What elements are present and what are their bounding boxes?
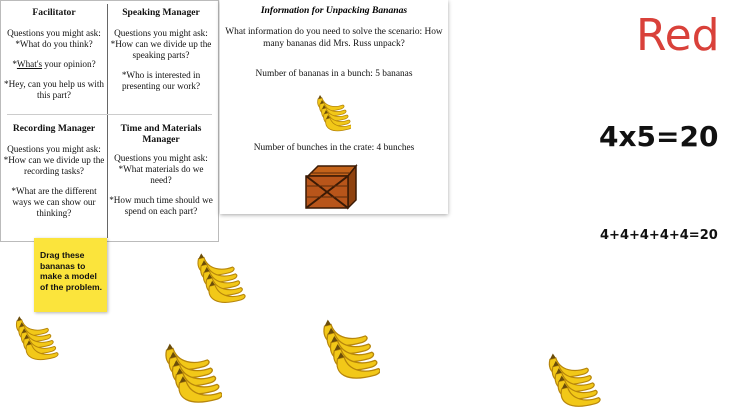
- scenario-question: What information do you need to solve the scenario: How many bananas did Mrs. Russ unpack?: [225, 27, 443, 49]
- bunch-fact: Number of bananas in a bunch: 5 bananas: [255, 69, 413, 79]
- recording-manager-cell: [2, 123, 106, 228]
- banana-bunch-icon: [160, 342, 222, 404]
- info-title: Information for Unpacking Bananas: [260, 5, 408, 16]
- group-color-label: Red: [636, 10, 720, 61]
- facilitator-q2: *What's your opinion?: [12, 59, 96, 69]
- banana-bunch-icon: [318, 318, 380, 380]
- banana-bunch-icon: [543, 352, 601, 408]
- table-divider-horizontal: [7, 114, 212, 115]
- time-materials-manager-cell: [109, 123, 213, 226]
- draggable-banana-bunch[interactable]: [188, 252, 250, 304]
- draggable-banana-bunch[interactable]: [543, 352, 601, 408]
- facilitator-cell: [2, 7, 106, 110]
- speaking-manager-cell: [109, 7, 213, 101]
- facilitator-intro: Questions you might ask: *What do you think?: [7, 28, 101, 49]
- banana-bunch-icon: [188, 252, 250, 304]
- addition-equation[interactable]: 4+4+4+4+4=20: [600, 228, 718, 243]
- recording-manager-q1: Questions you might ask: *How can we divide up the recording tasks?: [3, 144, 105, 176]
- info-panel: [220, 0, 448, 214]
- recording-manager-title: Recording Manager: [12, 123, 96, 134]
- time-materials-manager-title: Time and Materials Manager: [120, 123, 202, 145]
- draggable-banana-bunch[interactable]: [318, 318, 380, 380]
- recording-manager-q2: *What are the different ways we can show our thinking?: [11, 186, 97, 218]
- multiplication-equation[interactable]: 4x5=20: [599, 120, 719, 153]
- banana-bunch-icon: [4, 315, 66, 361]
- roles-table: [0, 0, 219, 242]
- time-materials-manager-q2: *How much time should we spend on each part?: [109, 195, 213, 216]
- banana-bunch-icon: [315, 94, 351, 137]
- crate-fact: Number of bunches in the crate: 4 bunches: [253, 143, 415, 153]
- table-divider-vertical: [107, 4, 108, 238]
- time-materials-manager-q1: Questions you might ask: *What materials do we need?: [114, 153, 208, 185]
- facilitator-title: Facilitator: [32, 7, 76, 18]
- speaking-manager-q2: *Who is interested in presenting our work?: [121, 70, 201, 91]
- facilitator-q3: *Hey, can you help us with this part?: [4, 79, 104, 100]
- sticky-note[interactable]: Drag these bananas to make a model of the problem.: [34, 238, 107, 312]
- crate-icon: [304, 162, 358, 215]
- draggable-banana-bunch[interactable]: [160, 342, 222, 404]
- draggable-banana-bunch[interactable]: [4, 315, 66, 361]
- speaking-manager-q1: Questions you might ask: *How can we divide up the speaking parts?: [110, 28, 212, 60]
- speaking-manager-title: Speaking Manager: [122, 7, 200, 18]
